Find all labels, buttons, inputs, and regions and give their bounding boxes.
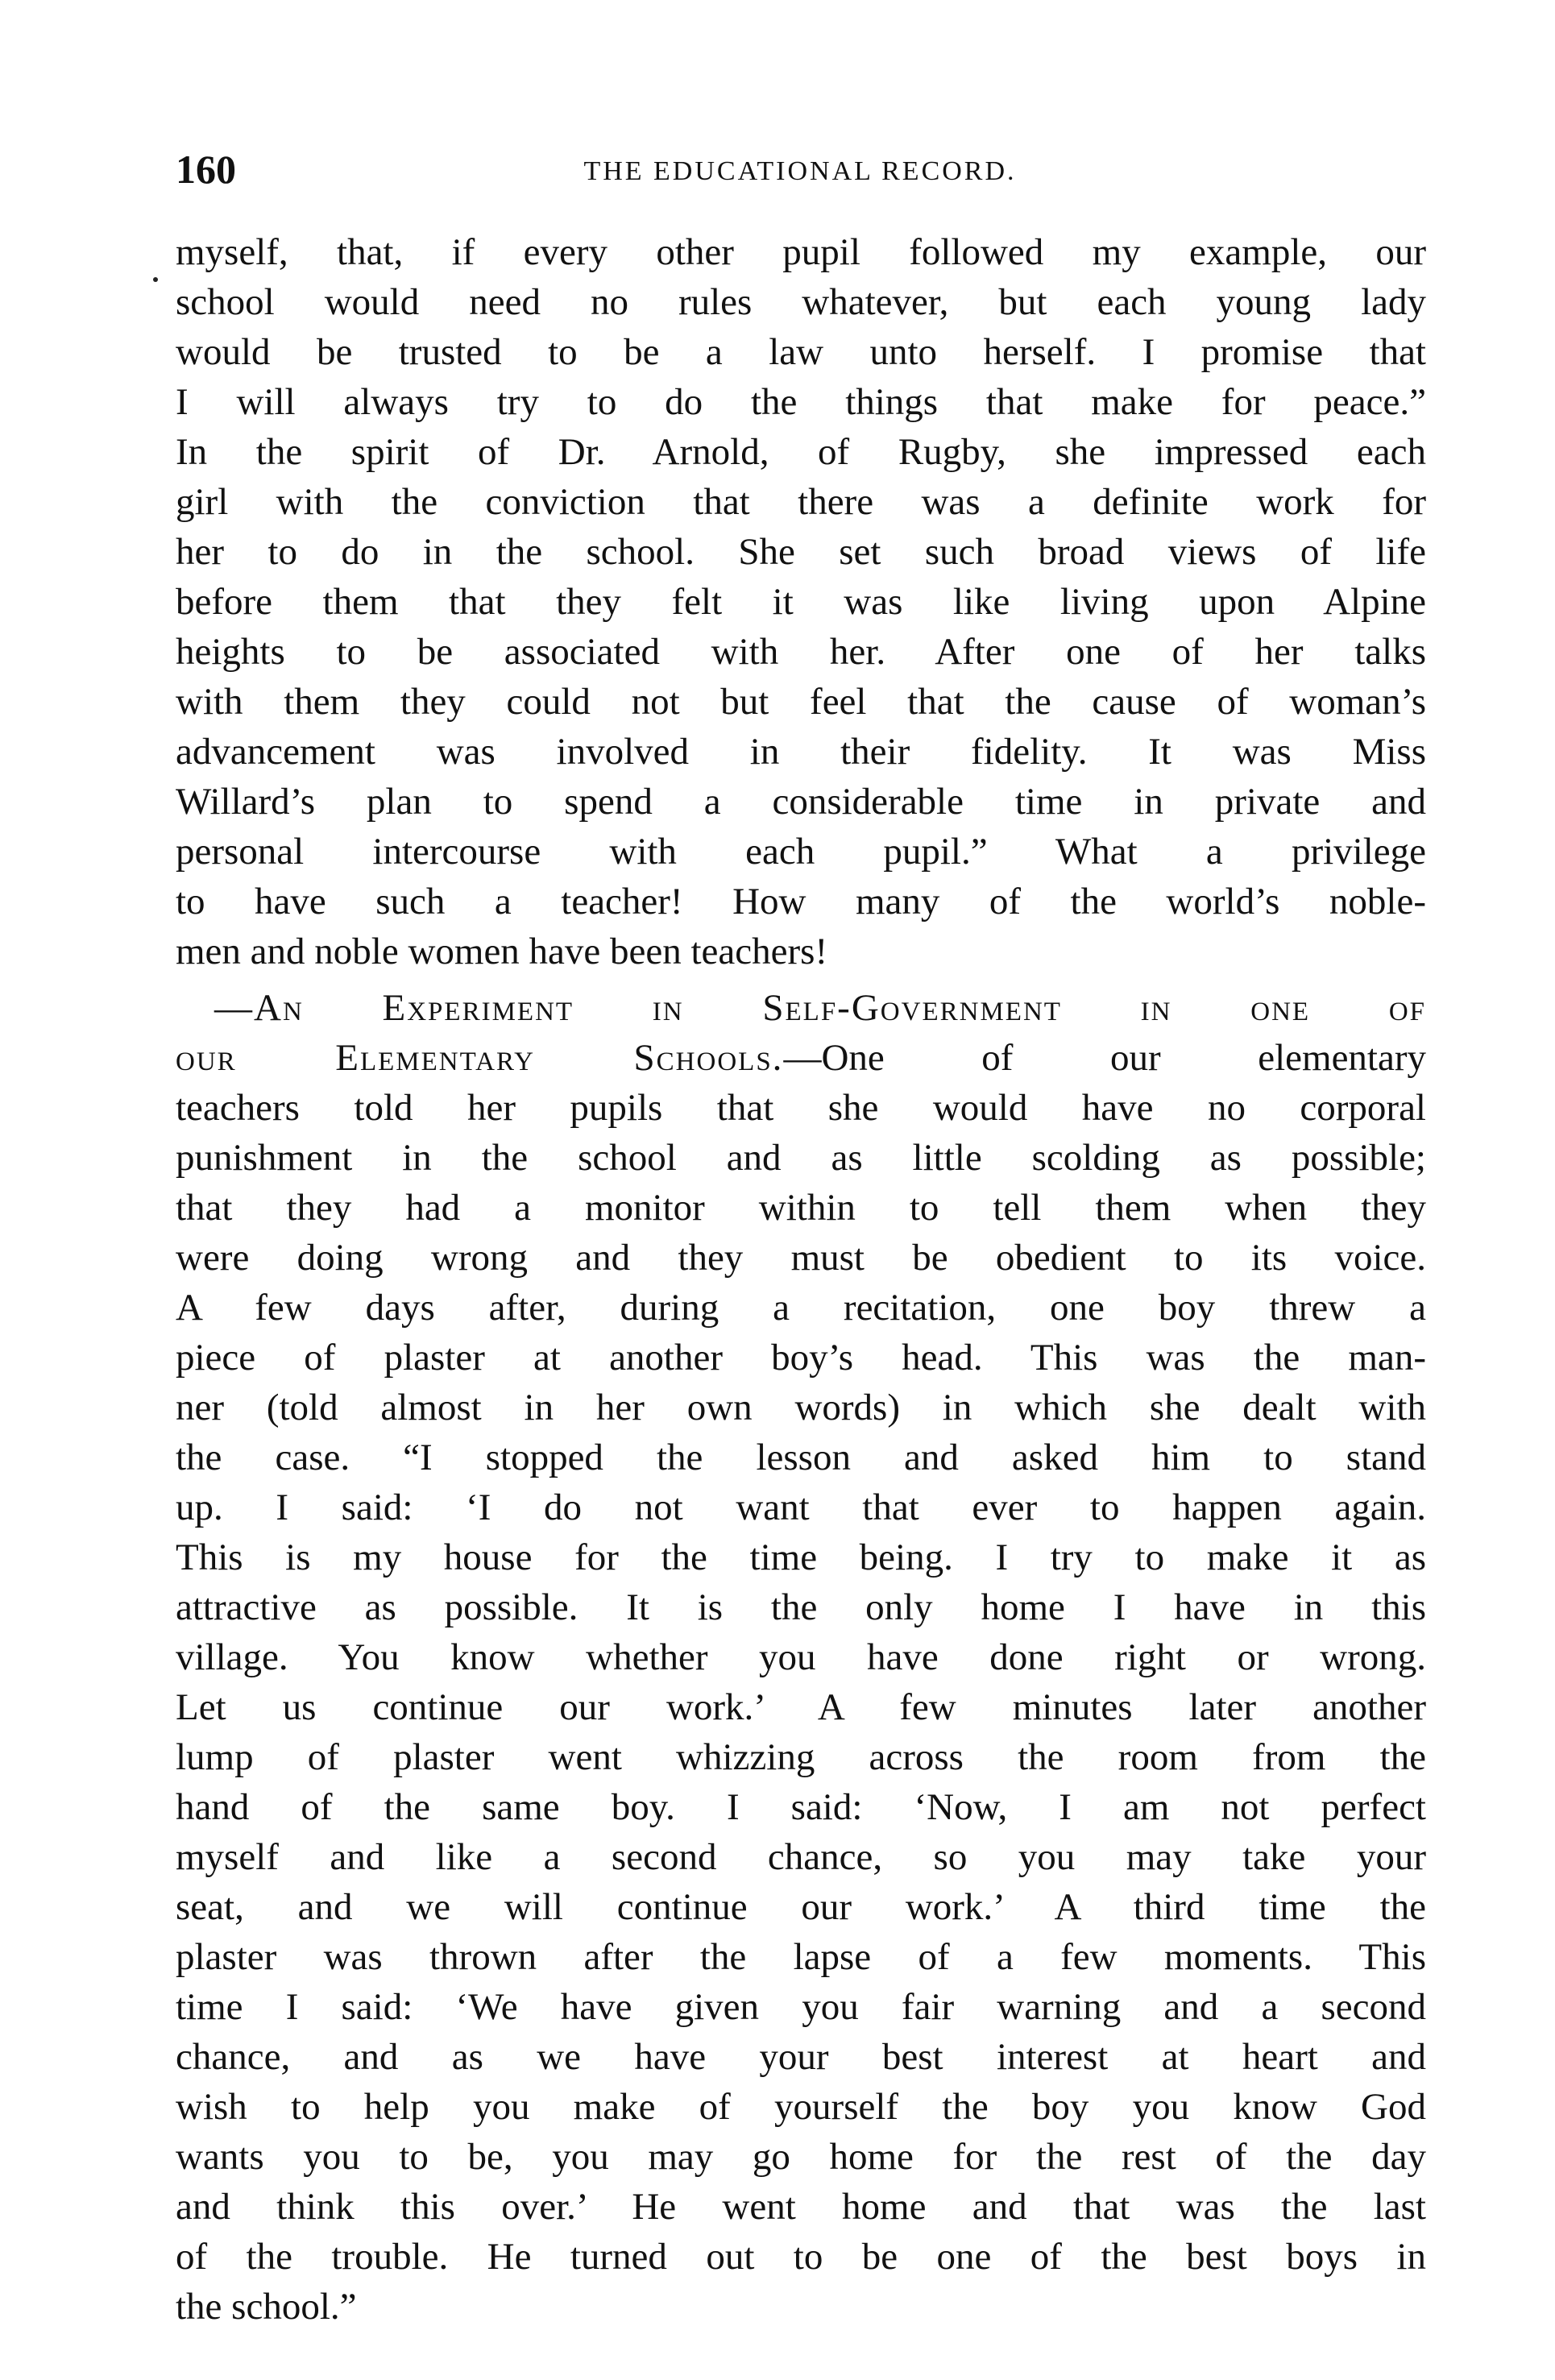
- text-line: hand of the same boy. I said: ‘Now, I am not perfect: [176, 1786, 1426, 1828]
- text-line: Willard’s plan to spend a considerable time in private and: [176, 781, 1426, 823]
- text-line: before them that they felt it was like living upon Alpine: [176, 581, 1426, 623]
- text-line: personal intercourse with each pupil.” What a privilege: [176, 831, 1426, 873]
- text-line: This is my house for the time being. I try to make it as: [176, 1536, 1426, 1578]
- page-number: 160: [176, 147, 236, 192]
- paragraph-continuation: [176, 227, 1426, 976]
- text-line: seat, and we will continue our work.’ A third time the: [176, 1886, 1426, 1928]
- section-heading-line: —An Experiment in Self-Government in one of: [214, 987, 1426, 1029]
- text-line: village. You know whether you have done right or wrong.: [176, 1636, 1426, 1678]
- text-line: time I said: ‘We have given you fair warning and a second: [176, 1986, 1426, 2028]
- section-heading-rest: —One of our elementary: [783, 1037, 1426, 1079]
- text-line: of the trouble. He turned out to be one of the best boys in: [176, 2236, 1426, 2278]
- text-line: piece of plaster at another boy’s head. This was the man-: [176, 1337, 1426, 1379]
- text-line: heights to be associated with her. After one of her talks: [176, 631, 1426, 673]
- page-header: [176, 145, 1424, 201]
- text-line: A few days after, during a recitation, one boy threw a: [176, 1287, 1426, 1329]
- margin-dot: [153, 277, 158, 282]
- body-text: [176, 227, 1426, 2322]
- text-line: her to do in the school. She set such broad views of life: [176, 531, 1426, 573]
- text-line: and think this over.’ He went home and that was the last: [176, 2186, 1426, 2228]
- text-line: with them they could not but feel that the cause of woman’s: [176, 681, 1426, 723]
- paragraph-self-government: [176, 983, 1426, 2322]
- section-heading-caps: our Elementary Schools.: [176, 1037, 784, 1079]
- text-line: ner (told almost in her own words) in which she dealt with: [176, 1387, 1426, 1428]
- text-line: to have such a teacher! How many of the world’s noble-: [176, 881, 1426, 923]
- text-line: the school.”: [176, 2286, 357, 2322]
- text-line: lump of plaster went whizzing across the room from the: [176, 1736, 1426, 1778]
- text-line: teachers told her pupils that she would have no corporal: [176, 1087, 1426, 1129]
- text-line: punishment in the school and as little scolding as possible;: [176, 1137, 1426, 1179]
- text-line: myself, that, if every other pupil followed my example, our: [176, 231, 1426, 273]
- text-line: men and noble women have been teachers!: [176, 931, 828, 972]
- text-line: up. I said: ‘I do not want that ever to happen again.: [176, 1486, 1426, 1528]
- text-line: the case. “I stopped the lesson and asked him to stand: [176, 1437, 1426, 1478]
- text-line: I will always try to do the things that make for peace.”: [176, 381, 1426, 423]
- text-line: wants you to be, you may go home for the rest of the day: [176, 2136, 1426, 2178]
- text-line: Let us continue our work.’ A few minutes later another: [176, 1686, 1426, 1728]
- text-line: attractive as possible. It is the only home I have in this: [176, 1586, 1426, 1628]
- text-line: were doing wrong and they must be obedient to its voice.: [176, 1237, 1426, 1279]
- text-line: chance, and as we have your best interest at heart and: [176, 2036, 1426, 2078]
- text-line: school would need no rules whatever, but each young lady: [176, 281, 1426, 323]
- text-line: In the spirit of Dr. Arnold, of Rugby, she impressed each: [176, 431, 1426, 473]
- section-heading-line: [176, 1033, 1426, 1083]
- text-line: advancement was involved in their fidelity. It was Miss: [176, 731, 1426, 773]
- text-line: myself and like a second chance, so you may take your: [176, 1836, 1426, 1878]
- text-line: would be trusted to be a law unto herself. I promise that: [176, 331, 1426, 373]
- text-line: wish to help you make of yourself the boy you know God: [176, 2086, 1426, 2128]
- running-title: THE EDUCATIONAL RECORD.: [583, 156, 1017, 186]
- text-line: girl with the conviction that there was a definite work for: [176, 481, 1426, 523]
- text-line: plaster was thrown after the lapse of a few moments. This: [176, 1936, 1426, 1978]
- text-line: that they had a monitor within to tell them when they: [176, 1187, 1426, 1229]
